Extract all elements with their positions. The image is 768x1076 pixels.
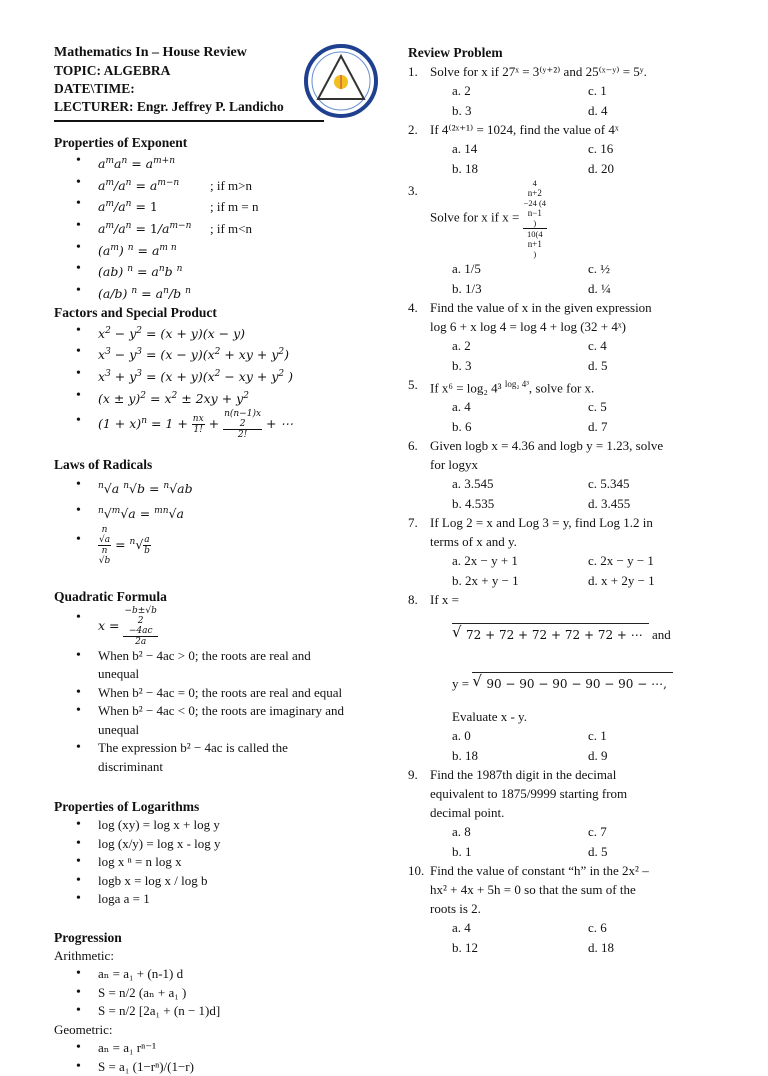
problem-7: 7. If Log 2 = x and Log 3 = y, find Log 1.2 in terms of x and y.: [408, 515, 653, 550]
choices-8: a. 0 c. 1 b. 18 d. 9: [452, 728, 608, 763]
list-item: • $x^2 - y^2 = (x + y)(x - y)$: [54, 322, 354, 344]
list-item: • (a/b) $^n = a^n/b$ $^n$: [54, 282, 354, 304]
nested-radical-x: [408, 623, 708, 646]
section-progression: Progression: [54, 929, 122, 945]
list-item: • S = a₁ (1−rⁿ)/(1−r): [54, 1058, 354, 1076]
list-item: • $x^3 - y^3 = (x - y)(x^2$ + xy + $y^2$): [54, 343, 354, 365]
radical-x-expression: √ 72 + 72 + 72 + 72 + 72 + ⋯: [452, 623, 649, 646]
datetime-line: DATE\TIME:: [54, 81, 135, 96]
list-item: • The expression b² − 4ac is called the discriminant: [54, 739, 354, 776]
list-item: • S = n/2 (aₙ + a₁ ): [54, 984, 354, 1003]
header-rule: [54, 120, 324, 122]
list-item: • x = −b±√b 2 −4ac 2a: [54, 606, 354, 647]
list-item: • $a^m/a^n = 1$ ; if m = n: [54, 195, 354, 217]
list-item: • $(a^m) ^n = a^{m n}$: [54, 239, 354, 261]
choices-10: a. 4 c. 6 b. 12 d. 18: [452, 920, 614, 955]
arithmetic-label: Arithmetic:: [54, 947, 114, 963]
lecturer-line: LECTURER: Engr. Jeffrey P. Landicho: [54, 99, 284, 114]
choices-6: a. 3.545 c. 5.345 b. 4.535 d. 3.455: [452, 476, 631, 511]
problem-5: 5. If x⁶ = log₂ 4³ $^{log_2 4^3}$, solve for x.: [408, 377, 595, 396]
logarithms-list: [54, 816, 354, 909]
list-item: • loga a = 1: [54, 890, 354, 909]
institution-seal-icon: [304, 44, 378, 118]
list-item: • $(1 + x)^n = 1$ + $\frac{nx}{1!}$ + n(n−1)x 2 2! + ⋯: [54, 408, 354, 440]
factors-list: [54, 322, 354, 441]
evaluate-line: Evaluate x - y.: [452, 709, 527, 725]
list-item: • $^n$√$^m$√a = $^{mn}$√a: [54, 500, 354, 525]
section-factors: Factors and Special Product: [54, 304, 217, 320]
topic-line: TOPIC: ALGEBRA: [54, 63, 171, 78]
document-title: Mathematics In – House Review: [54, 45, 247, 60]
list-item: • n √a n √b = $^n$√ $\frac{a}{b}$: [54, 525, 354, 566]
left-column: [54, 134, 354, 1076]
section-logarithms: Properties of Logarithms: [54, 799, 200, 815]
list-item: • When b² − 4ac = 0; the roots are real and equal: [54, 684, 354, 703]
problem-9: 9. Find the 1987th digit in the decimal equivalent to 1875/9999 starting from decimal point.: [408, 767, 628, 821]
list-item: • When b² − 4ac > 0; the roots are real and unequal: [54, 647, 354, 684]
list-item: • $a^ma^n = a^{m+n}$: [54, 152, 354, 174]
list-item: • aₙ = a₁ + (n-1) d: [54, 965, 354, 984]
geometric-label: Geometric:: [54, 1021, 113, 1037]
choices-3: a. 1/5 c. ½ b. 1/3 d. ¼: [452, 261, 611, 296]
problem-2: 2. If 4⁽²ˣ⁺¹⁾ = 1024, find the value of 4ˣ: [408, 122, 619, 137]
arithmetic-list: [54, 965, 354, 1021]
list-item: • log (xy) = log x + log y: [54, 816, 354, 835]
exponent-list: [54, 152, 354, 304]
problem-6: 6. Given logb x = 4.36 and logb y = 1.23, solve for logyx: [408, 438, 664, 473]
list-item: • log x ⁿ = n log x: [54, 853, 354, 872]
review-problem-title: Review Problem: [408, 45, 503, 60]
quadratic-list: [54, 606, 354, 777]
list-item: • logb x = log x / log b: [54, 872, 354, 891]
list-item: • $(x \pm y)^2 = x^2 \pm 2xy + y^2$: [54, 387, 354, 409]
list-item: • aₙ = a₁ rⁿ⁻¹: [54, 1039, 354, 1058]
list-item: • S = n/2 [2a₁ + (n − 1)d]: [54, 1002, 354, 1021]
list-item: • $x^3 + y^3 = (x + y)(x^2$ − xy + $y^2$ ): [54, 365, 354, 387]
y-label: y =: [452, 676, 470, 692]
list-item: • (ab) $^n = a^nb$ $^n$: [54, 260, 354, 282]
right-column: [408, 44, 708, 957]
problem-3: 3. Solve for x if x = 4 n+2 −24 (4 n−1 ) 10(4 n+1 ): [408, 178, 547, 259]
problem-10: 10. Find the value of constant “h” in the 2x² – hx² + 4x + 5h = 0 so that the sum of the roots is 2.: [408, 863, 649, 917]
section-radicals: Laws of Radicals: [54, 457, 153, 473]
problem-1: 1. Solve for x if 27ˣ = 3⁽ʸ⁺²⁾ and 25⁽ˣ⁻ʸ⁾ = 5ʸ.: [408, 64, 647, 79]
list-item: • $^n$√a $^n$√b = $^n$√ab: [54, 474, 354, 499]
and-label: and: [652, 627, 671, 643]
problem-4: 4. Find the value of x in the given expression log 6 + x log 4 = log 4 + log (32 + 4ˣ): [408, 300, 652, 334]
choices-2: a. 14 c. 16 b. 18 d. 20: [452, 141, 614, 176]
radical-y-expression: √ 90 − 90 − 90 − 90 − 90 − ⋯,: [472, 672, 673, 695]
problem-8: 8. If x =: [408, 592, 459, 608]
choices-4: a. 2 c. 4 b. 3 d. 5: [452, 338, 608, 373]
section-exponent: Properties of Exponent: [54, 135, 188, 150]
choices-1: a. 2 c. 1 b. 3 d. 4: [452, 83, 608, 118]
radicals-list: [54, 474, 354, 565]
list-item: • When b² − 4ac < 0; the roots are imaginary and unequal: [54, 702, 354, 739]
section-quadratic: Quadratic Formula: [54, 588, 167, 604]
list-item: • log (x/y) = log x - log y: [54, 835, 354, 854]
list-item: • $a^m/a^n = 1/a^{m-n}$ ; if m<n: [54, 217, 354, 239]
geometric-list: [54, 1039, 354, 1076]
choices-5: a. 4 c. 5 b. 6 d. 7: [452, 399, 608, 434]
list-item: • $a^m/a^n = a^{m-n}$ ; if m>n: [54, 174, 354, 196]
choices-9: a. 8 c. 7 b. 1 d. 5: [452, 824, 608, 859]
nested-radical-y: [408, 672, 708, 695]
choices-7: a. 2x − y + 1 c. 2x − y − 1 b. 2x + y − 1 d. x + 2y − 1: [452, 553, 655, 588]
